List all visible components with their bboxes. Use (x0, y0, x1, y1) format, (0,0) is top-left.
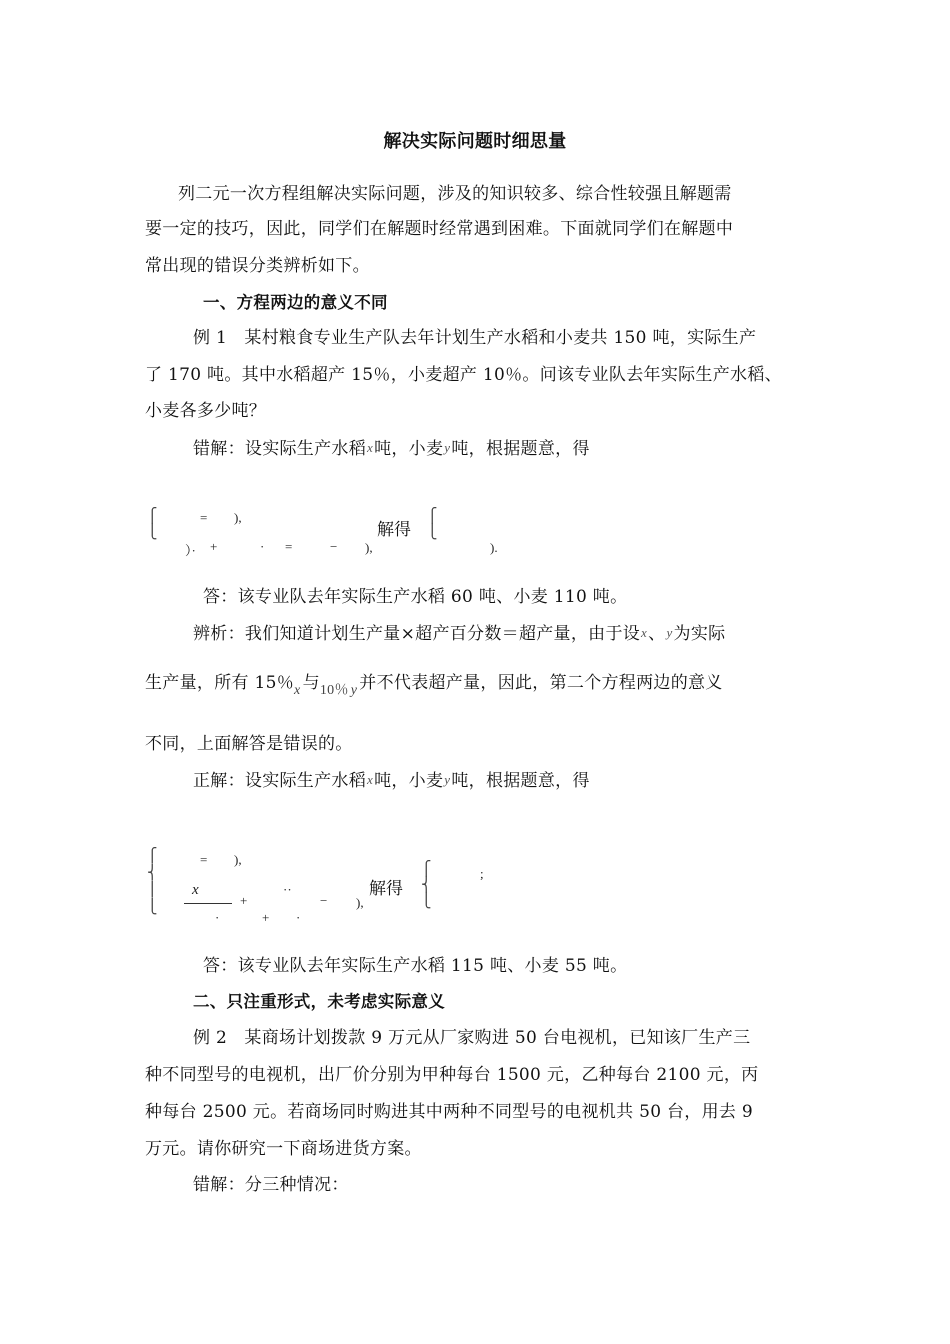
analysis-line-1: 辨析：我们知道计划生产量×超产百分数＝超产量，由于设x、y为实际 (193, 624, 726, 644)
variable-x: x (294, 683, 301, 698)
left-brace: ⎧ ⎨ ⎪ ⎩ (147, 849, 158, 915)
answer-1: 答：该专业队去年实际生产水稻 60 吨、小麦 110 吨。 (203, 587, 628, 607)
variable-y: y (666, 625, 673, 640)
example-2-line-3: 种每台 2500 元。若商场同时购进其中两种不同型号的电视机共 50 台，用去 9 (145, 1102, 754, 1122)
page-title: 解决实际问题时细思量 (383, 131, 567, 152)
left-brace: ⎧ ⎩ (147, 509, 158, 540)
fraction-bar (184, 903, 232, 904)
correct-solution-setup: 正解：设实际生产水稻x吨，小麦y吨，根据题意，得 (193, 771, 590, 791)
answer-2: 答：该专业队去年实际生产水稻 115 吨、小麦 55 吨。 (203, 956, 628, 976)
variable-y: y (444, 772, 451, 787)
intro-line-2: 要一定的技巧，因此，同学们在解题时经常遇到困难。下面就同学们在解题中 (145, 219, 734, 239)
section-1-heading: 一、方程两边的意义不同 (203, 293, 388, 312)
example-2-line-2: 种不同型号的电视机，出厂价分别为甲种每台 1500 元，乙种每台 2100 元，丙 (145, 1065, 759, 1085)
solve-label: 解得 (369, 879, 403, 899)
intro-line-3: 常出现的错误分类辨析如下。 (145, 256, 370, 276)
variable-x: x (367, 440, 374, 455)
variable-y: y (444, 440, 451, 455)
variable-x: x (367, 772, 374, 787)
section-2-heading: 二、只注重形式，未考虑实际意义 (193, 992, 445, 1011)
analysis-line-2: 生产量，所有 15％$_x$ 与$_{10\%}$ $_y$ 并不代表超产量，因此，第二个方程两边的意义 (145, 673, 723, 698)
example-1-line-3: 小麦各多少吨？ (145, 401, 267, 421)
example-1-line-1: 例 1 某村粮食专业生产队去年计划生产水稻和小麦共 150 吨，实际生产 (193, 328, 757, 348)
solve-label: 解得 (377, 520, 411, 540)
left-brace: ⎧ ⎨ ⎩ (421, 862, 432, 909)
example-2-line-1: 例 2 某商场计划拨款 9 万元从厂家购进 50 台电视机，已知该厂生产三 (193, 1028, 751, 1048)
wrong-solution-2: 错解：分三种情况： (193, 1175, 349, 1195)
intro-line-1: 列二元一次方程组解决实际问题，涉及的知识较多、综合性较强且解题需 (178, 184, 732, 204)
wrong-solution-setup: 错解：设实际生产水稻x吨，小麦y吨，根据题意，得 (193, 439, 590, 459)
variable-x: x (641, 625, 648, 640)
variable-y: y (350, 683, 358, 698)
analysis-line-3: 不同，上面解答是错误的。 (145, 734, 353, 754)
document-page: 解决实际问题时细思量 列二元一次方程组解决实际问题，涉及的知识较多、综合性较强且解题需 要一定的技巧，因此，同学们在解题时经常遇到困难。下面就同学们在解题中 常出现的错误分类辨析如下。 一、方程两边的意义不同 例 1 某村粮食专业生产队去年计划生产水稻和小麦共 150 吨，实际生产 了 170 吨。其中水稻超产 15％，小麦超产 10％。问该专业队去年实际生产水稻、 小麦各多少吨？ 错解：设实际生产水稻x吨，小麦y吨，根据题意，得 ⎧ ⎩ = ), ）· + · = − ), 解得 ⎧ ⎩ ). 答：该专业队去年实际生产水稻 60 吨、小麦 110 吨。 辨析：我们知道计划生产量×超产百分数＝超产量，由于设x、y为实际 生产量，所有 15％$_x$ 与$_{10\%}$ $_y$ 并不代表超产量，因此，第二个方程两边的意义 不同，上面解答是错误的。 正解：设实际生产水稻x吨，小麦y吨，根据题意，得 ⎧ ⎨ ⎪ ⎩ = ), x + ·· − ), · + · 解得 ⎧ ⎨ ⎩ ; 答：该专业队去年实际生产水稻 115 吨、小麦 55 吨。 二、只注重形式，未考虑实际意义 例 2 某商场计划拨款 9 万元从厂家购进 50 台电视机，已知该厂生产三 种不同型号的电视机，出厂价分别为甲种每台 1500 元，乙种每台 2100 元，丙 种每台 2500 元。若商场同时购进其中两种不同型号的电视机共 50 台，用去 9 万元。请你研究一下商场进货方案。 错解：分三种情况： (0, 0, 950, 1344)
example-2-line-4: 万元。请你研究一下商场进货方案。 (145, 1139, 422, 1159)
example-1-line-2: 了 170 吨。其中水稻超产 15％，小麦超产 10％。问该专业队去年实际生产水稻、 (145, 365, 782, 385)
left-brace: ⎧ ⎩ (427, 509, 438, 540)
